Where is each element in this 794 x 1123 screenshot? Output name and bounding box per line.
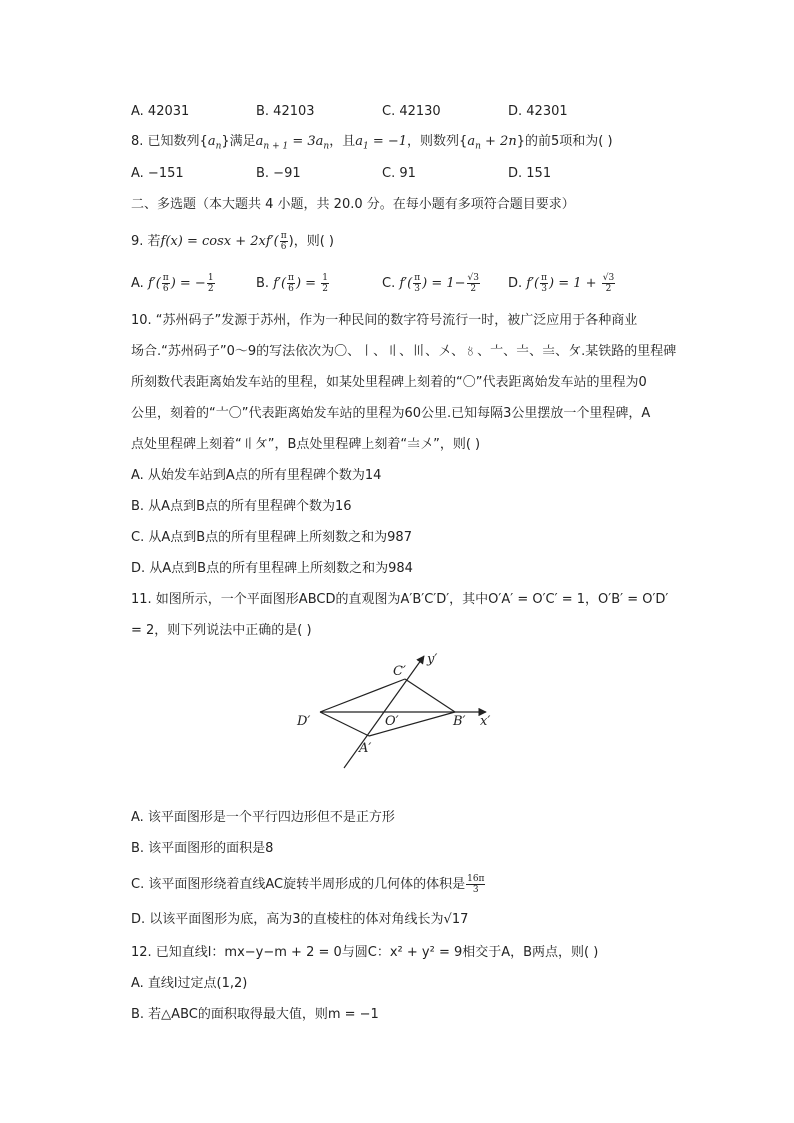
q9-text-post: )，则( ) xyxy=(288,234,334,249)
q9-c-rden: 2 xyxy=(470,284,477,294)
q8-math-rec-eq: = 3a xyxy=(288,134,324,149)
label-d: D′ xyxy=(297,714,311,729)
q8-text-4: ，则数列{ xyxy=(407,134,468,149)
q9-a-pre: A. xyxy=(131,276,148,291)
q9-c-frac xyxy=(413,273,421,294)
q9-option-a[interactable] xyxy=(131,271,216,297)
q8-math-seq: a xyxy=(467,134,476,149)
q10-option-c[interactable]: C. 从A点到B点的所有里程碑上所刻数之和为987 xyxy=(131,530,412,545)
q10-line-4: 公里，刻着的“〦〇”代表距离始发车站的里程为60公里.已知每隔3公里摆放一个里程碑，A xyxy=(131,406,651,421)
q9-c-num: π xyxy=(414,273,421,283)
q11-c-num: 16π xyxy=(467,874,485,884)
q9-frac-num: π xyxy=(280,231,287,241)
q8-text-1: 8. 已知数列{ xyxy=(131,134,208,149)
q9-c-rfrac xyxy=(467,273,480,294)
q12-option-a[interactable]: A. 直线l过定点(1,2) xyxy=(131,976,248,991)
q10-option-d[interactable]: D. 从A点到B点的所有里程碑上所刻数之和为984 xyxy=(131,561,413,576)
q9-a-eq: ) = − xyxy=(170,276,206,291)
q9-b-rfrac xyxy=(321,273,329,294)
q9-a-num: π xyxy=(162,273,169,283)
q10-option-a[interactable]: A. 从始发车站到A点的所有里程碑个数为14 xyxy=(131,468,382,483)
q8-option-a[interactable]: A. −151 xyxy=(131,166,184,181)
q9-math: f(x) = cosx + 2xf′( xyxy=(160,234,279,249)
label-y: y′ xyxy=(427,652,438,667)
q8-text-3: ，且 xyxy=(329,134,356,149)
label-x: x′ xyxy=(480,714,491,729)
q8-math-init: a xyxy=(355,134,363,149)
q9-stem xyxy=(131,229,334,255)
section-heading-multi-choice: 二、多选题（本大题共 4 小题，共 20.0 分。在每小题有多项符合题目要求） xyxy=(131,197,575,212)
q8-options xyxy=(131,163,691,185)
q10-option-b[interactable]: B. 从A点到B点的所有里程碑个数为16 xyxy=(131,499,352,514)
q9-fraction xyxy=(280,231,288,252)
q7-option-c[interactable]: C. 42130 xyxy=(382,104,441,119)
q9-c-pre: C. xyxy=(382,276,400,291)
q9-a-rfrac xyxy=(207,273,215,294)
q9-d-pre: D. xyxy=(508,276,527,291)
label-o: O′ xyxy=(385,714,399,729)
q11-option-a[interactable]: A. 该平面图形是一个平行四边形但不是正方形 xyxy=(131,810,395,825)
q8-sub-rec2: n xyxy=(323,141,330,152)
q11-c-den: 3 xyxy=(472,885,479,895)
q9-b-den: 6 xyxy=(288,284,294,294)
q11-figure xyxy=(290,648,505,770)
q11-option-c[interactable] xyxy=(131,872,486,898)
q9-d-math: f′( xyxy=(526,276,540,291)
q9-b-rnum: 1 xyxy=(322,273,328,283)
label-a: A′ xyxy=(359,741,372,756)
q12-stem: 12. 已知直线l：mx−y−m + 2 = 0与圆C：x² + y² = 9相交于A，B两点，则( ) xyxy=(131,945,599,960)
q9-b-rden: 2 xyxy=(322,284,328,294)
q11-option-b[interactable]: B. 该平面图形的面积是8 xyxy=(131,841,274,856)
q9-d-rfrac xyxy=(602,273,615,294)
q8-stem xyxy=(131,132,613,157)
q9-option-d[interactable] xyxy=(508,271,616,297)
q9-b-num: π xyxy=(288,273,294,283)
q9-d-rden: 2 xyxy=(605,284,612,294)
label-c: C′ xyxy=(393,664,406,679)
q7-options xyxy=(131,101,691,123)
q10-line-3: 所刻数代表距离始发车站的里程，如某处里程碑上刻着的“〇”代表距离始发车站的里程为0 xyxy=(131,375,647,390)
q8-sub-init: 1 xyxy=(362,141,369,152)
label-b: B′ xyxy=(453,714,466,729)
q8-text-5: }的前5项和为( ) xyxy=(516,134,613,149)
q10-line-2: 场合.“苏州码子”0～9的写法依次为〇、〡、〢、〣、〤、〥、〦、〧、〨、〩.某铁路的里程碑 xyxy=(131,344,677,359)
q11-c-frac xyxy=(466,874,485,895)
q8-math-an: a xyxy=(207,134,216,149)
q9-c-rnum: √3 xyxy=(467,273,479,283)
edge-dc xyxy=(320,679,405,712)
q11-line-2: = 2，则下列说法中正确的是( ) xyxy=(131,623,312,638)
q12-option-b[interactable]: B. 若△ABC的面积取得最大值，则m = −1 xyxy=(131,1007,379,1022)
q9-c-math: f′( xyxy=(399,276,413,291)
q9-c-eq: ) = 1− xyxy=(422,276,466,291)
q8-sub-seq: n xyxy=(475,141,481,152)
q9-text-pre: 9. 若 xyxy=(131,234,161,249)
q10-line-5: 点处里程碑上刻着“〢〩”，B点处里程碑上刻着“〨〤”，则( ) xyxy=(131,437,481,452)
q11-c-text: C. 该平面图形绕着直线AC旋转半周形成的几何体的体积是 xyxy=(131,877,466,892)
q8-math-init-eq: = −1 xyxy=(368,134,408,149)
q8-math-rec: a xyxy=(255,134,264,149)
q9-a-rden: 2 xyxy=(207,284,214,294)
q8-option-c[interactable]: C. 91 xyxy=(382,166,416,181)
edge-cb xyxy=(405,679,455,712)
q9-d-frac xyxy=(540,273,548,294)
q9-b-pre: B. xyxy=(256,276,274,291)
q9-b-math: f′( xyxy=(273,276,287,291)
q7-option-a[interactable]: A. 42031 xyxy=(131,104,190,119)
q9-frac-den: 6 xyxy=(280,242,287,252)
q7-option-b[interactable]: B. 42103 xyxy=(256,104,315,119)
q9-options xyxy=(131,271,691,297)
q9-d-num: π xyxy=(541,273,548,283)
q8-option-b[interactable]: B. −91 xyxy=(256,166,301,181)
q7-option-d[interactable]: D. 42301 xyxy=(508,104,568,119)
q9-d-eq: ) = 1 + xyxy=(549,276,601,291)
q9-d-rnum: √3 xyxy=(602,273,615,283)
q8-sub: n xyxy=(215,141,222,152)
q8-option-d[interactable]: D. 151 xyxy=(508,166,552,181)
q9-b-frac xyxy=(287,273,295,294)
q8-text-2: }满足 xyxy=(221,134,256,149)
q9-a-frac xyxy=(162,273,170,294)
q11-option-d[interactable]: D. 以该平面图形为底，高为3的直棱柱的体对角线长为√17 xyxy=(131,912,469,927)
q9-a-den: 6 xyxy=(162,284,169,294)
q9-b-eq: ) = xyxy=(295,276,321,291)
q9-option-b[interactable] xyxy=(256,271,330,297)
q11-line-1: 11. 如图所示，一个平面图形ABCD的直观图为A′B′C′D′，其中O′A′ = O′C′ = 1，O′B′ = O′D′ xyxy=(131,592,669,607)
q9-option-c[interactable] xyxy=(382,271,481,297)
q9-a-rnum: 1 xyxy=(207,273,214,283)
q9-d-den: 3 xyxy=(541,284,547,294)
q8-sub-rec: n + 1 xyxy=(263,141,289,152)
edge-ad xyxy=(320,712,369,736)
q8-math-seq-rest: + 2n xyxy=(480,134,517,149)
q10-line-1: 10. “苏州码子”发源于苏州，作为一种民间的数字符号流行一时，被广泛应用于各种商业 xyxy=(131,313,638,328)
q9-c-den: 3 xyxy=(414,284,421,294)
q9-a-math: f′( xyxy=(147,276,161,291)
